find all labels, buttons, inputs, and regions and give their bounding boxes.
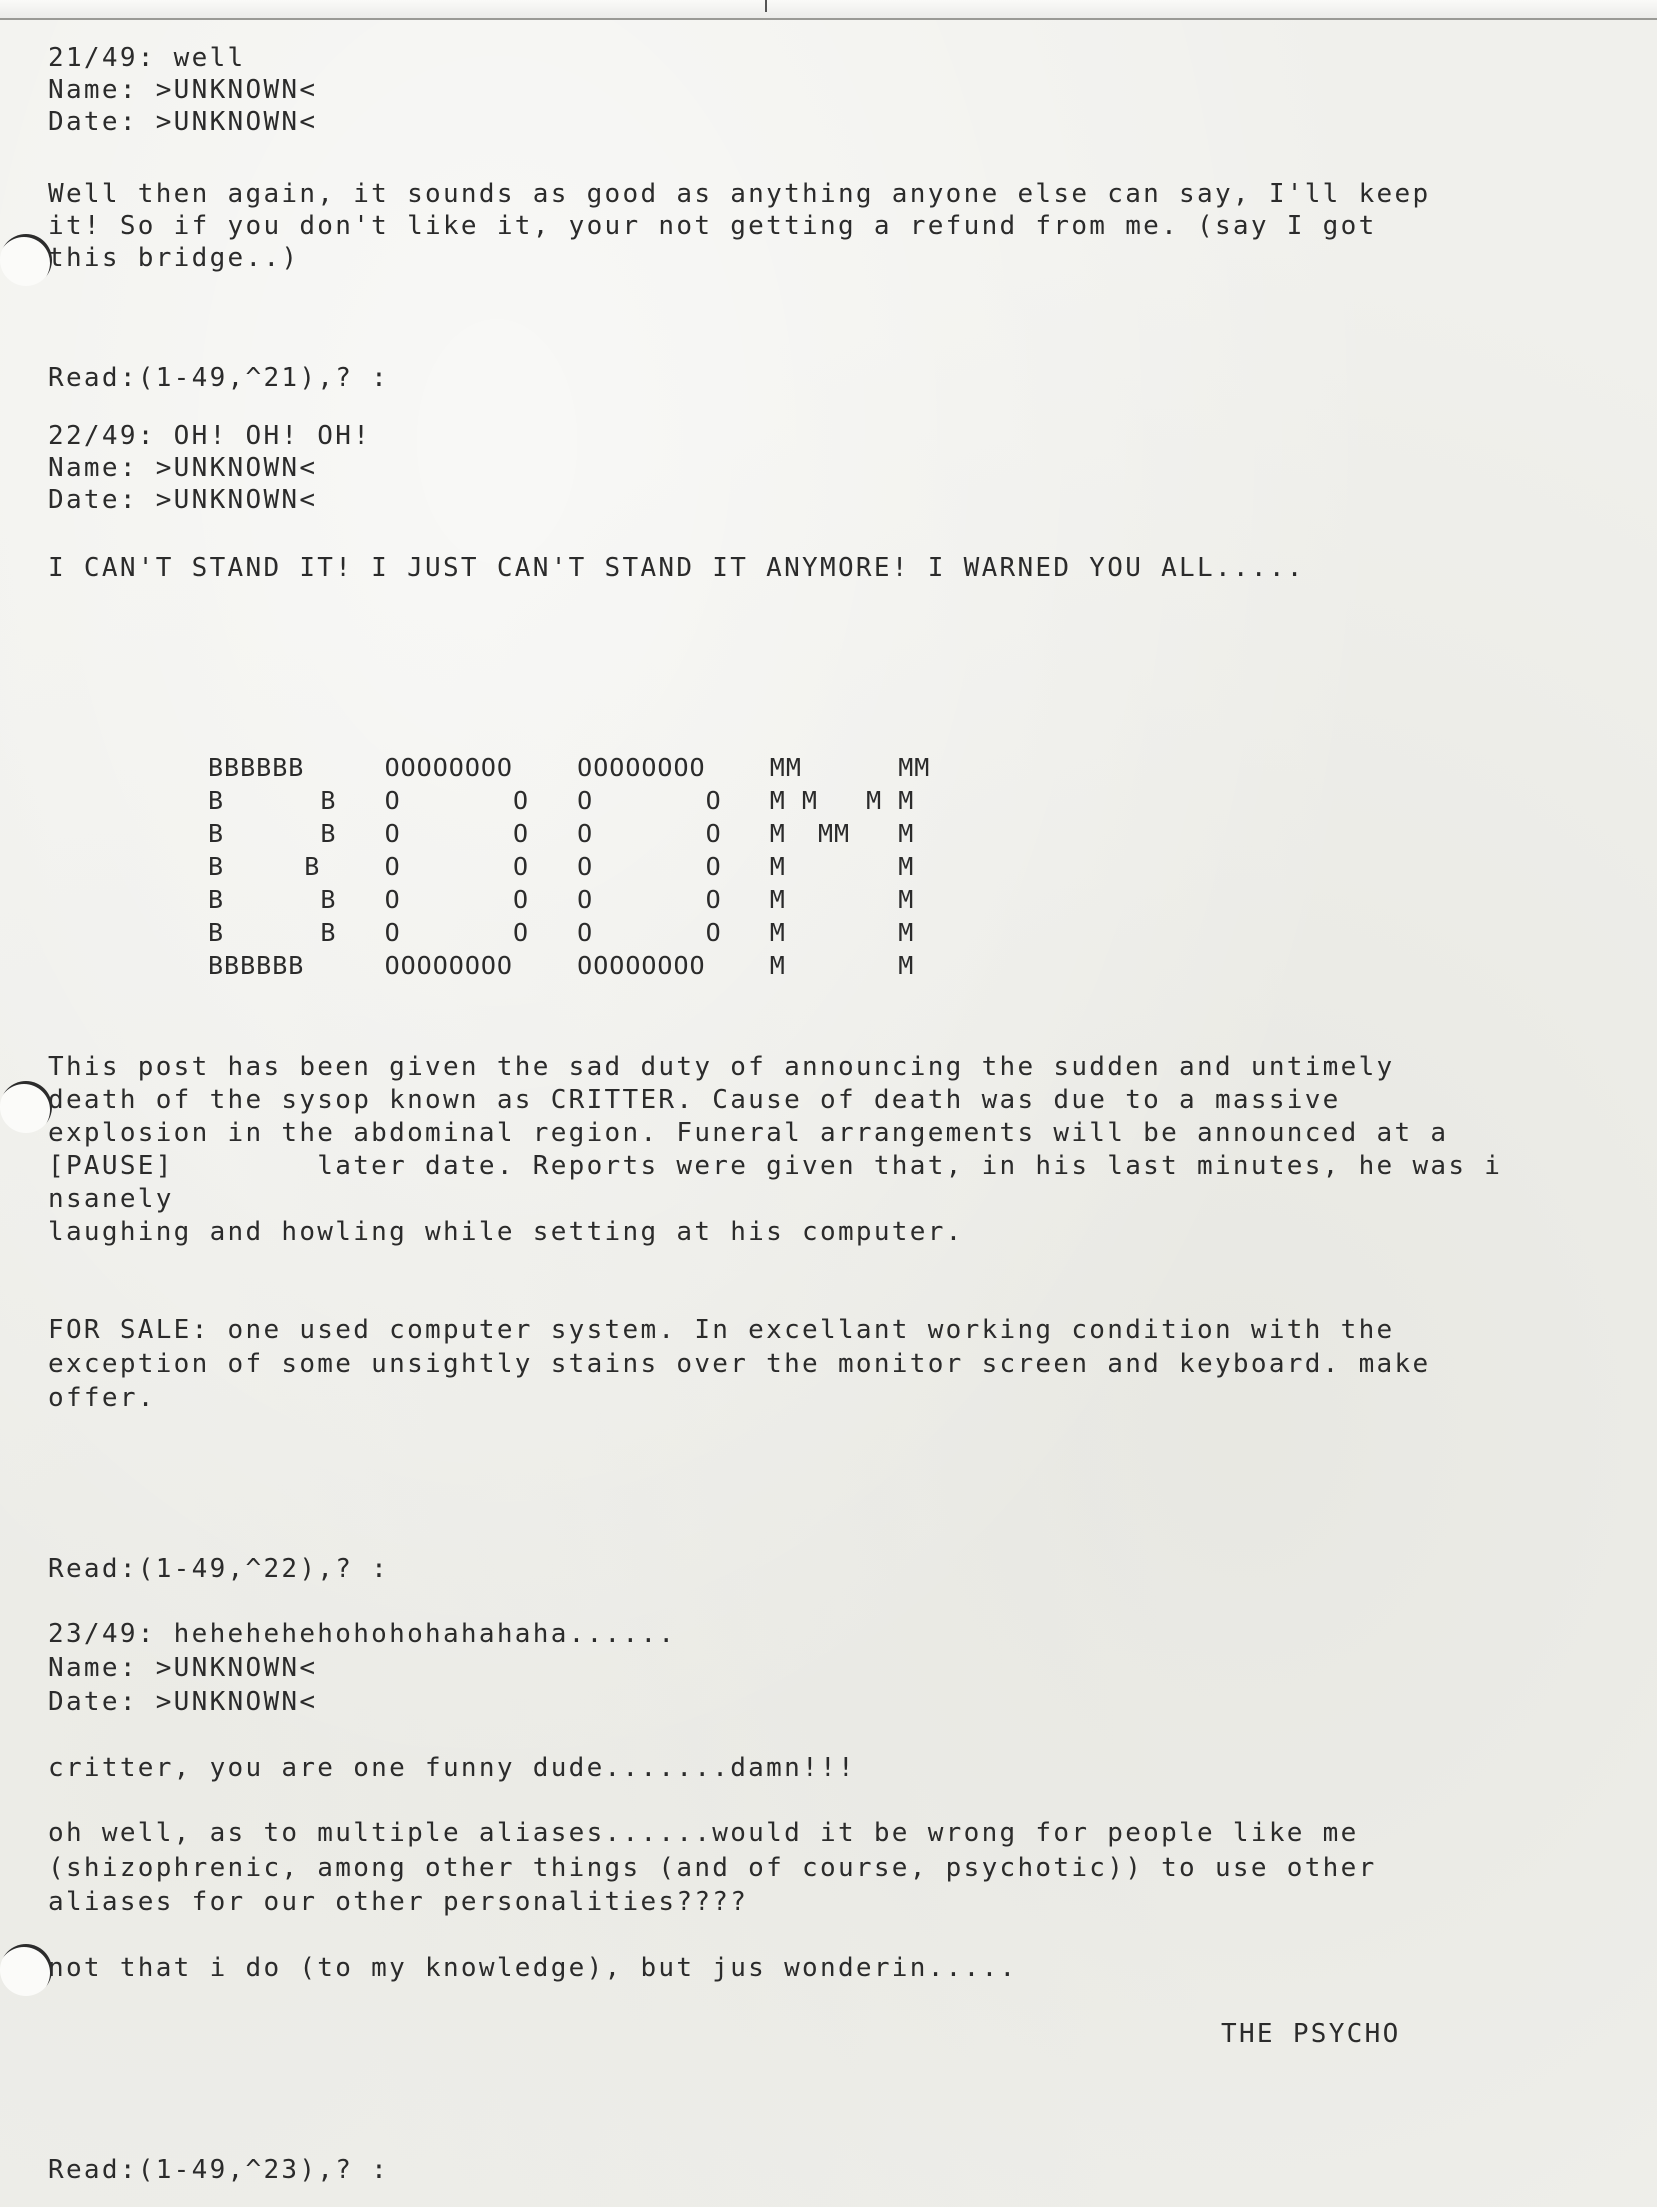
ascii-art-boom-line: B B O O O O M M M M bbox=[208, 786, 915, 815]
message-22-date: Date: >UNKNOWN< bbox=[48, 485, 318, 515]
message-22-body-line: exception of some unsightly stains over the monitor screen and keyboard. make bbox=[48, 1349, 1431, 1379]
message-23-name: Name: >UNKNOWN< bbox=[48, 1653, 318, 1683]
message-21-header: 21/49: well bbox=[48, 43, 246, 73]
ascii-art-boom-line: BBBBBB OOOOOOOO OOOOOOOO M M bbox=[208, 951, 915, 980]
message-22-header: 22/49: OH! OH! OH! bbox=[48, 421, 372, 451]
read-prompt-21: Read:(1-49,^21),? : bbox=[48, 363, 390, 393]
message-22-name: Name: >UNKNOWN< bbox=[48, 453, 318, 483]
message-23-date: Date: >UNKNOWN< bbox=[48, 1687, 318, 1717]
read-prompt-22: Read:(1-49,^22),? : bbox=[48, 1554, 390, 1584]
message-22-body-line: FOR SALE: one used computer system. In excellant working condition with the bbox=[48, 1315, 1395, 1345]
message-22-body-line: offer. bbox=[48, 1383, 156, 1413]
ascii-art-boom-line: B B O O O O M MM M bbox=[208, 819, 915, 848]
ascii-art-boom-line: B B O O O O M M bbox=[208, 885, 915, 914]
message-21-name: Name: >UNKNOWN< bbox=[48, 75, 318, 105]
message-21-body-line: Well then again, it sounds as good as anything anyone else can say, I'll keep bbox=[48, 179, 1431, 209]
ascii-art-boom-line: B B O O O O M M bbox=[208, 918, 915, 947]
message-22-body-line: I CAN'T STAND IT! I JUST CAN'T STAND IT ANYMORE! I WARNED YOU ALL..... bbox=[48, 553, 1305, 583]
ascii-art-boom-line: BBBBBB OOOOOOOO OOOOOOOO MM MM bbox=[208, 753, 931, 782]
message-23-body-line: oh well, as to multiple aliases......would it be wrong for people like me bbox=[48, 1818, 1359, 1848]
punch-hole-bottom bbox=[0, 1944, 52, 1996]
message-23-header: 23/49: hehehehehohohohahahaha...... bbox=[48, 1619, 677, 1649]
message-23-body-line: (shizophrenic, among other things (and of course, psychotic)) to use other bbox=[48, 1853, 1377, 1883]
message-21-date: Date: >UNKNOWN< bbox=[48, 107, 318, 137]
message-23-body-line: critter, you are one funny dude.......damn!!! bbox=[48, 1753, 856, 1783]
message-22-body-line: nsanely bbox=[48, 1184, 174, 1214]
paper-top-edge bbox=[0, 0, 1657, 20]
message-22-body-line: explosion in the abdominal region. Funeral arrangements will be announced at a bbox=[48, 1118, 1449, 1148]
paper-top-tick bbox=[765, 0, 767, 12]
signature: THE PSYCHO bbox=[1221, 2019, 1401, 2049]
message-21-body-line: it! So if you don't like it, your not getting a refund from me. (say I got bbox=[48, 211, 1377, 241]
punch-hole-middle bbox=[0, 1081, 52, 1133]
message-22-body-line: [PAUSE] later date. Reports were given that, in his last minutes, he was i bbox=[48, 1151, 1503, 1181]
message-23-body-line: aliases for our other personalities???? bbox=[48, 1887, 749, 1917]
message-21-body-line: this bridge..) bbox=[48, 243, 300, 273]
read-prompt-23: Read:(1-49,^23),? : bbox=[48, 2155, 390, 2185]
message-23-body-line: not that i do (to my knowledge), but jus wonderin..... bbox=[48, 1953, 1018, 1983]
message-22-body-line: This post has been given the sad duty of announcing the sudden and untimely bbox=[48, 1052, 1395, 1082]
punch-hole-top bbox=[0, 234, 52, 286]
ascii-art-boom-line: B B O O O O M M bbox=[208, 852, 915, 881]
message-22-body-line: death of the sysop known as CRITTER. Cause of death was due to a massive bbox=[48, 1085, 1341, 1115]
message-22-body-line: laughing and howling while setting at his computer. bbox=[48, 1217, 964, 1247]
